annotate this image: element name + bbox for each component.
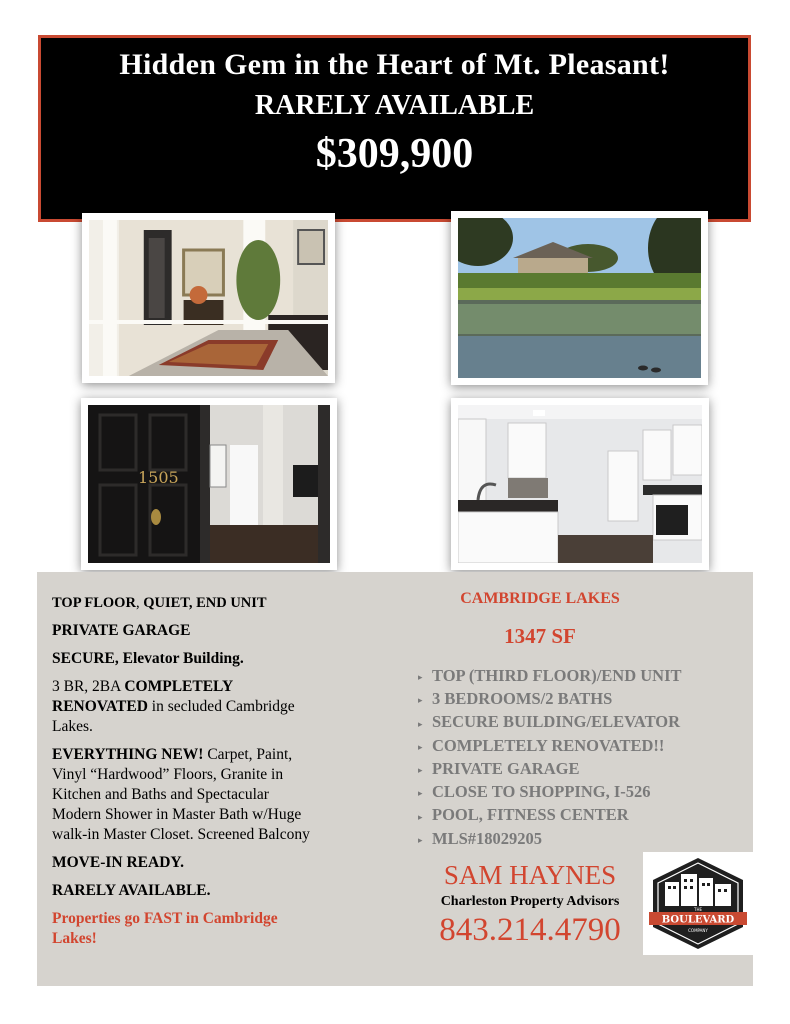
agent-name: SAM HAYNES [443, 860, 617, 890]
feature-item [418, 688, 750, 711]
subheadline: RARELY AVAILABLE [254, 90, 535, 121]
lake-image [458, 218, 701, 378]
feature-item [418, 781, 750, 804]
private-garage-line: PRIVATE GARAGE [52, 622, 191, 639]
bullet-icon: ▸ [418, 741, 423, 752]
kitchen-image [458, 405, 702, 563]
beds-baths-text: 3 BR, 2BA [52, 678, 125, 695]
door-photo [81, 398, 337, 570]
price: $309,900 [315, 131, 474, 177]
secure-line: SECURE, Elevator Building. [52, 650, 244, 667]
feature-item [418, 828, 750, 851]
boulevard-logo [643, 852, 753, 955]
renovated-paragraph [52, 677, 312, 737]
top-floor-sep: , [135, 595, 144, 611]
description-column [52, 593, 312, 957]
bullet-icon: ▸ [418, 695, 423, 706]
top-floor-label: TOP FLOOR [52, 595, 136, 611]
renovated-text: COMPLETELY RENOVATED [52, 678, 233, 715]
bullet-icon: ▸ [418, 718, 423, 729]
feature-list [418, 665, 750, 851]
title-banner [38, 35, 751, 222]
logo-main-text: BOULEVARD [661, 914, 735, 926]
bullet-icon: ▸ [418, 834, 423, 845]
feature-text: PRIVATE GARAGE [432, 758, 580, 778]
feature-text: 3 BEDROOMS/2 BATHS [432, 689, 613, 709]
bullet-icon: ▸ [418, 765, 423, 776]
lake-photo [451, 211, 708, 385]
square-feet: 1347 SF [504, 624, 576, 648]
everything-new-label: EVERYTHING NEW! [52, 746, 204, 763]
features-column [410, 590, 750, 851]
bullet-icon: ▸ [418, 672, 423, 683]
rarely-available-line: RARELY AVAILABLE. [52, 882, 211, 899]
feature-text: CLOSE TO SHOPPING, I-526 [432, 782, 651, 802]
logo-top-text: THE [694, 907, 702, 912]
feature-item [418, 758, 750, 781]
bullet-icon: ▸ [418, 811, 423, 822]
feature-text: COMPLETELY RENOVATED!! [432, 735, 665, 755]
everything-new-paragraph [52, 745, 312, 845]
agent-phone[interactable]: 843.214.4790 [439, 912, 621, 948]
feature-text: TOP (THIRD FLOOR)/END UNIT [432, 666, 682, 685]
hallway-photo [82, 213, 335, 383]
secluded-text: in secluded Cambridge Lakes. [52, 698, 295, 735]
feature-item [418, 735, 750, 758]
properties-fast-line: Properties go FAST in Cambridge Lakes! [52, 910, 278, 947]
feature-text: POOL, FITNESS CENTER [432, 805, 629, 825]
feature-item [418, 804, 750, 827]
logo-bottom-text: COMPANY [688, 928, 708, 933]
top-floor-line [52, 593, 312, 613]
hallway-image [89, 220, 328, 376]
feature-text: SECURE BUILDING/ELEVATOR [432, 712, 681, 732]
feature-item [418, 711, 750, 734]
kitchen-photo [451, 398, 709, 570]
quiet-end-label: QUIET, END UNIT [143, 595, 267, 611]
feature-text: MLS#18029205 [432, 828, 543, 848]
door-image [88, 405, 330, 563]
community-name: CAMBRIDGE LAKES [460, 590, 620, 607]
feature-item [418, 665, 750, 688]
everything-new-text: Carpet, Paint, Vinyl “Hardwood” Floors, Granite in Kitchen and Baths and Spectacular Modern Shower in Master Bath w/Huge walk-in Master Closet. Screened Balcony [52, 746, 310, 843]
door-number: 1505 [138, 468, 179, 487]
agent-company: Charleston Property Advisors [440, 894, 620, 909]
boulevard-logo-icon [643, 852, 753, 955]
move-in-line: MOVE-IN READY. [52, 854, 185, 871]
bullet-icon: ▸ [418, 788, 423, 799]
headline: Hidden Gem in the Heart of Mt. Pleasant! [119, 48, 670, 81]
agent-block [415, 860, 645, 949]
